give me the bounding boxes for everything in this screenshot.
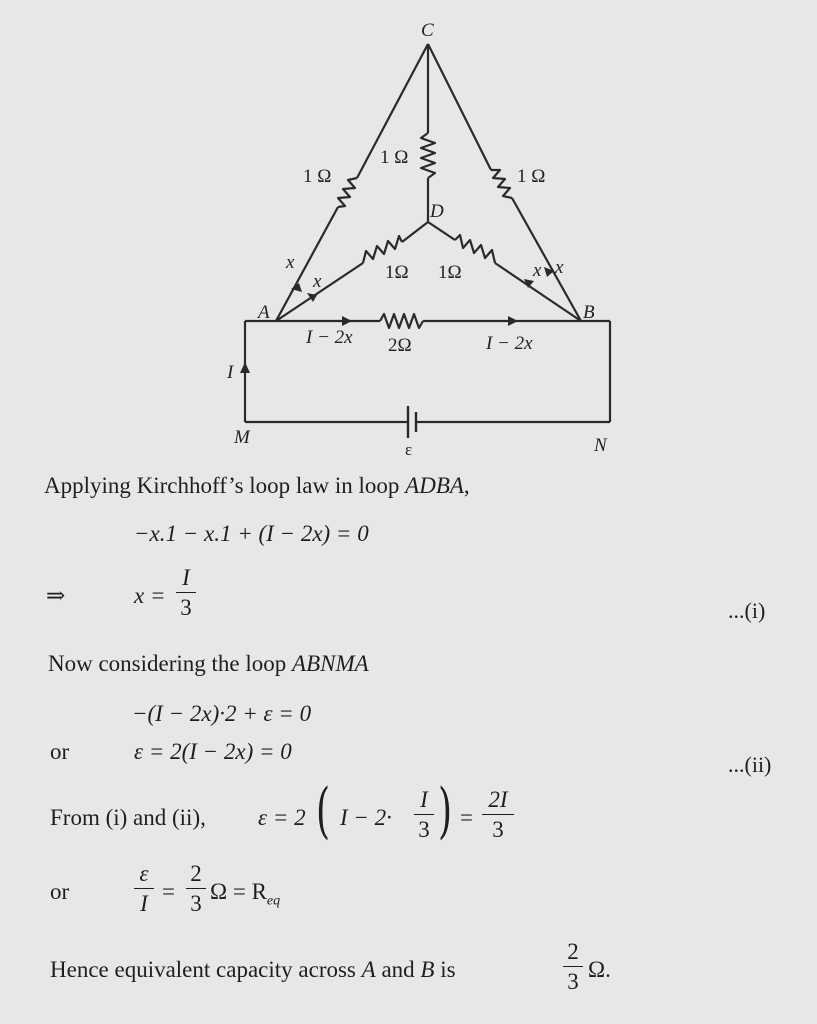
equation-6-fraction-1 — [134, 862, 154, 915]
wire-d-a-upper — [402, 222, 428, 242]
hence-text: Hence equivalent capacity across — [50, 957, 356, 982]
or-label-1: or — [50, 739, 70, 764]
hence-and: and — [381, 957, 415, 982]
equation-3: −(I − 2x)·2 + ε = 0 — [132, 701, 312, 726]
equation-6-subscript: eq — [266, 893, 281, 909]
arrow-left-up-icon — [240, 362, 250, 373]
equation-5-result-numerator: 2I — [488, 787, 508, 812]
resistor-label-ab: 2Ω — [388, 335, 412, 356]
current-label-db: x — [533, 260, 542, 281]
equation-5-equals: = — [460, 805, 473, 830]
equation-5-result-denominator: 3 — [492, 817, 504, 842]
equation-6-fraction-2 — [186, 862, 206, 915]
now-text: Now considering the loop — [48, 651, 287, 676]
equation-number-1: ...(i) — [728, 598, 766, 623]
node-label-b: B — [583, 302, 595, 323]
node-label-c: C — [421, 20, 434, 41]
node-label-n: N — [594, 435, 607, 456]
equation-6-numerator-1: ε — [139, 861, 149, 886]
paren-left: ( — [316, 776, 331, 846]
wire-c-b-upper — [428, 44, 491, 170]
arrow-a-b-right-icon — [508, 316, 518, 326]
resistor-d-a — [363, 236, 402, 263]
equation-5-lhs: ε = 2 — [258, 805, 306, 830]
node-label-a: A — [258, 302, 270, 323]
resistor-d-b — [455, 235, 495, 263]
equation-5-inner-numerator: I — [420, 787, 428, 812]
current-label-cb: x — [555, 257, 564, 278]
equation-number-2: ...(ii) — [728, 752, 772, 777]
resistor-label-cd: 1 Ω — [380, 147, 409, 168]
equation-5-inner: I − 2· — [340, 805, 392, 830]
equation-5-inner-denominator: 3 — [418, 817, 430, 842]
equation-2-numerator: I — [182, 565, 190, 590]
equation-1: −x.1 − x.1 + (I − 2x) = 0 — [134, 521, 369, 546]
intro-line — [44, 474, 470, 497]
resistor-label-ac: 1 Ω — [303, 166, 332, 187]
current-label-ab-right: I − 2x — [486, 333, 533, 354]
equation-5-result-fraction — [482, 788, 514, 841]
current-label-am: I — [227, 362, 234, 383]
intro-end: , — [463, 473, 470, 498]
hence-fraction — [563, 940, 583, 993]
resistor-label-cb: 1 Ω — [517, 166, 546, 187]
now-loop-name: ABNMA — [292, 651, 369, 676]
resistor-a-b — [380, 314, 423, 328]
equation-6-rest-text: Ω = R — [210, 879, 267, 904]
hence-numerator: 2 — [567, 939, 579, 964]
equation-6-denominator-2: 3 — [190, 891, 202, 916]
battery-label: ε — [405, 440, 413, 459]
intro-text: Applying Kirchhoff’s loop law in loop — [44, 473, 400, 498]
hence-line — [50, 958, 456, 981]
intro-loop-name: ADBA — [405, 473, 464, 498]
current-label-ac: x — [286, 252, 295, 273]
or-label-2: or — [50, 879, 70, 904]
current-label-ad: x — [313, 271, 322, 292]
node-label-m: M — [234, 427, 250, 448]
resistor-c-d — [421, 133, 435, 178]
hence-is: is — [440, 957, 456, 982]
equation-2-lhs: x = — [134, 583, 166, 608]
equation-2-denominator: 3 — [180, 595, 192, 620]
equation-6-rest — [210, 880, 280, 909]
hence-unit: Ω. — [588, 957, 611, 982]
wire-c-b-lower — [512, 198, 581, 321]
equation-6-equals: = — [162, 879, 175, 904]
resistor-label-ad: 1Ω — [385, 262, 409, 283]
circuit-diagram — [0, 0, 817, 470]
paren-right: ) — [438, 776, 453, 846]
now-line — [48, 652, 369, 675]
arrow-a-b-left-icon — [342, 316, 352, 326]
hence-denominator: 3 — [567, 969, 579, 994]
wire-d-b-upper — [428, 222, 455, 240]
equation-6-numerator-2: 2 — [190, 861, 202, 886]
resistor-c-b — [491, 170, 512, 198]
equation-2-fraction — [176, 566, 196, 619]
resistor-label-db: 1Ω — [438, 262, 462, 283]
battery-symbol — [408, 406, 416, 438]
resistor-a-c — [338, 178, 357, 207]
current-label-ab-left: I − 2x — [306, 327, 353, 348]
equation-4: ε = 2(I − 2x) = 0 — [134, 739, 292, 764]
node-label-d: D — [430, 201, 444, 222]
equation-5-inner-fraction — [414, 788, 434, 841]
implies-symbol: ⇒ — [46, 583, 66, 608]
equation-6-denominator-1: I — [140, 891, 148, 916]
from-label: From (i) and (ii), — [50, 805, 206, 830]
hence-node-a: A — [361, 957, 376, 982]
hence-node-b: B — [420, 957, 435, 982]
